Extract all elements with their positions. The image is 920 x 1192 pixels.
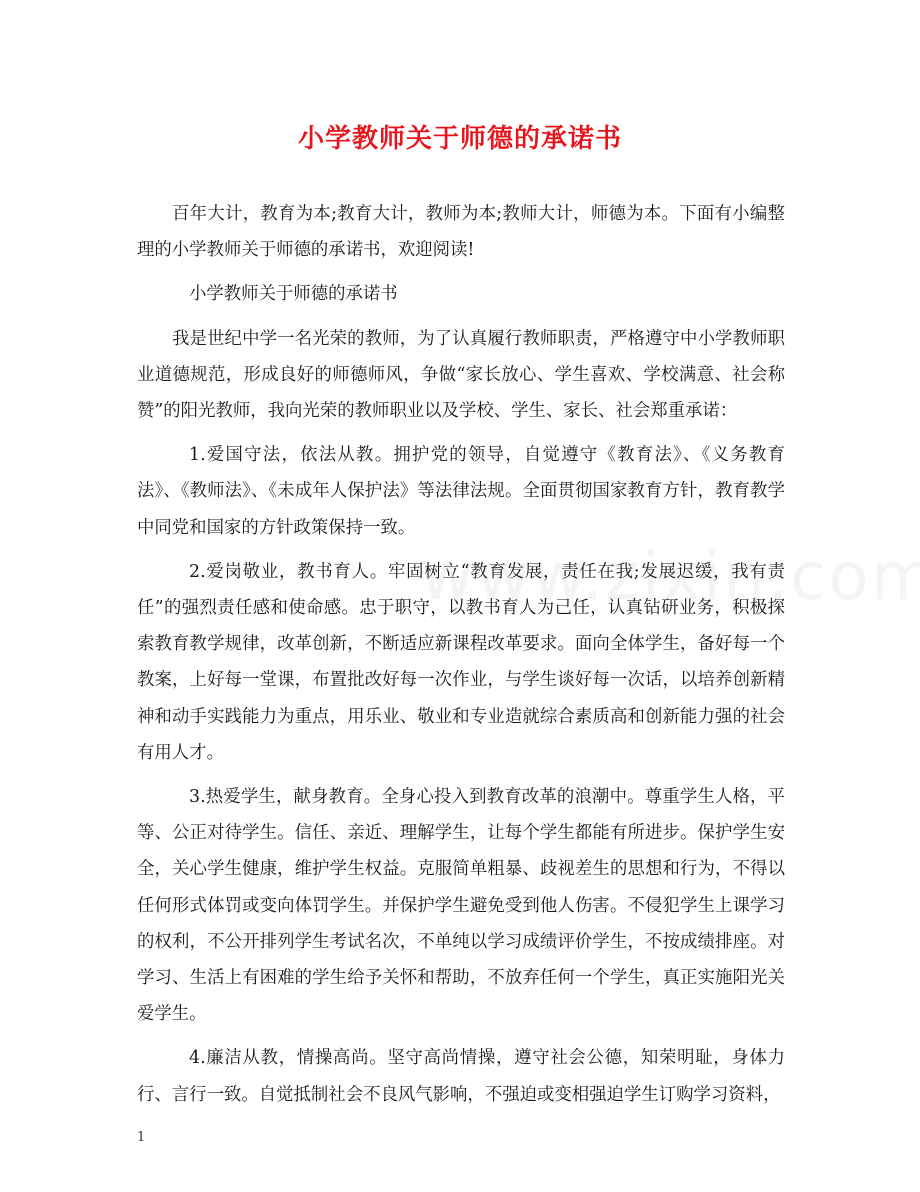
pledge-item-4: 4.廉洁从教，情操高尚。坚守高尚情操，遵守社会公德，知荣明耻，身体力行、言行一致。自觉抵制社会不良风气影响，不强迫或变相强迫学生订购学习资料， xyxy=(137,1048,785,1105)
pledge-item-2: 2.爱岗敬业，教书育人。牢固树立“教育发展，责任在我;发展迟缓，我有责任”的强烈责任感和使命感。忠于职守，以教书育人为己任，认真钻研业务，积极探索教育教学规律，改革创新，不断适应新课程改革要求。面向全体学生，备好每一个教案，上好每一堂课，布置批改好每一次作业，与学生谈好每一次话，以培养创新精神和动手实践能力为重点，用乐业、敬业和专业造就综合素质高和创新能力强的社会有用人才。 xyxy=(137,561,785,763)
document-title: 小学教师关于师德的承诺书 xyxy=(297,124,622,154)
document-body xyxy=(137,196,785,1121)
page-number: 1 xyxy=(137,1130,146,1145)
pledge-intro-paragraph: 我是世纪中学一名光荣的教师，为了认真履行教师职责，严格遵守中小学教师职业道德规范，形成良好的师德师风，争做“家长放心、学生喜欢、学校满意、社会称赞”的阳光教师，我向光荣的教师职业以及学校、学生、家长、社会郑重承诺： xyxy=(137,328,785,422)
pledge-item-3: 3.热爱学生，献身教育。全身心投入到教育改革的浪潮中。尊重学生人格，平等、公正对待学生。信任、亲近、理解学生，让每个学生都能有所进步。保护学生安全，关心学生健康，维护学生权益。克服简单粗暴、歧视差生的思想和行为，不得以任何形式体罚或变向体罚学生。并保护学生避免受到他人伤害。不侵犯学生上课学习的权利，不公开排列学生考试名次，不单纯以学习成绩评价学生，不按成绩排座。对学习、生活上有困难的学生给予关怀和帮助，不放弃任何一个学生，真正实施阳光关爱学生。 xyxy=(137,787,785,1025)
pledge-item-1: 1.爱国守法，依法从教。拥护党的领导，自觉遵守《教育法》、《义务教育法》、《教师法》、《未成年人保护法》等法律法规。全面贯彻国家教育方针，教育教学中同党和国家的方针政策保持一致。 xyxy=(137,445,785,538)
section-subtitle: 小学教师关于师德的承诺书 xyxy=(189,284,398,305)
intro-paragraph: 百年大计，教育为本;教育大计，教师为本;教师大计，师德为本。下面有小编整理的小学教师关于师德的承诺书，欢迎阅读! xyxy=(137,204,785,261)
